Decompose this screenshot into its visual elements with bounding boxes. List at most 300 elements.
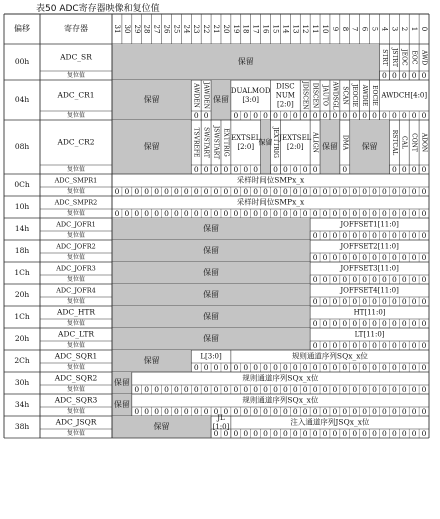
reset-bit-value: 0: [312, 253, 318, 262]
reset-bit-value: 0: [144, 187, 150, 196]
register-name-adc_sqr3: ADC_SQR3: [54, 395, 98, 405]
register-name-adc_sqr2: ADC_SQR2: [54, 373, 98, 383]
reset-value-label: 复位值: [66, 232, 86, 239]
reset-bit-value: 0: [411, 429, 417, 438]
reset-bit-value: 0: [401, 209, 407, 218]
reset-bit-value: 0: [382, 319, 387, 328]
register-name-adc_sr: ADC_SR: [60, 52, 92, 62]
reset-bit-value: 0: [263, 407, 268, 416]
reset-bit-value: 0: [213, 165, 219, 174]
reset-bit-value: 0: [213, 407, 219, 416]
reset-bit-value: 0: [372, 275, 377, 284]
reset-bit-value: 0: [114, 187, 120, 196]
reset-bit-value: 0: [292, 209, 298, 218]
field-adon: ADON: [420, 132, 428, 153]
reset-bit-value: 0: [372, 231, 377, 240]
reset-bit-value: 0: [312, 165, 318, 174]
reset-bit-value: 0: [382, 385, 387, 394]
reset-bit-value: 0: [273, 363, 278, 372]
reset-bit-value: 0: [243, 407, 249, 416]
reset-bit-value: 0: [253, 165, 259, 174]
reset-bit-value: 0: [342, 231, 348, 240]
reset-bit-value: 0: [372, 341, 377, 350]
reset-bit-value: 0: [352, 209, 358, 218]
field-eoc: EOC: [410, 50, 418, 65]
reset-bit-value: 0: [263, 429, 268, 438]
reset-bit-value: 0: [183, 187, 189, 196]
reset-bit-value: 0: [421, 111, 427, 120]
reserved-label: 保留: [237, 57, 254, 66]
reset-bit-value: 0: [421, 385, 427, 394]
field-label: [2:0]: [286, 143, 304, 151]
reset-bit-value: 0: [391, 297, 397, 306]
reset-bit-value: 0: [342, 385, 348, 394]
reset-bit-value: 0: [312, 111, 318, 120]
bit-number-10: 10: [320, 24, 329, 34]
reset-bit-value: 0: [332, 341, 338, 350]
reset-bit-value: 0: [421, 275, 427, 284]
reset-bit-value: 0: [292, 407, 298, 416]
reset-bit-value: 0: [312, 187, 318, 196]
reset-value-label: 复位值: [66, 430, 86, 437]
reset-value-label: 复位值: [66, 254, 86, 261]
reset-bit-value: 0: [174, 407, 179, 416]
reset-bit-value: 0: [362, 187, 367, 196]
reset-bit-value: 0: [362, 209, 367, 218]
bit-number-27: 27: [152, 24, 161, 34]
field-awden: AWDEN: [192, 83, 200, 108]
reset-bit-value: 0: [322, 111, 328, 120]
bit-number-30: 30: [122, 24, 131, 34]
reset-bit-value: 0: [372, 407, 377, 416]
reset-bit-value: 0: [233, 429, 239, 438]
reset-bit-value: 0: [134, 407, 140, 416]
reset-bit-value: 0: [203, 165, 209, 174]
register-name-adc_cr2: ADC_CR2: [57, 137, 95, 147]
register-offset: 34h: [14, 400, 30, 409]
reset-bit-value: 0: [223, 407, 229, 416]
reset-bit-value: 0: [243, 111, 249, 120]
reset-bit-value: 0: [362, 341, 367, 350]
bit-number-29: 29: [132, 24, 141, 34]
reset-bit-value: 0: [352, 275, 358, 284]
reset-bit-value: 0: [233, 111, 239, 120]
reset-bit-value: 0: [362, 429, 367, 438]
reserved-field: [258, 120, 273, 174]
bit-number-6: 6: [360, 26, 369, 32]
register-name-adc_jofr3: ADC_JOFR3: [56, 264, 96, 273]
reset-value-label: 复位值: [66, 166, 86, 173]
reset-bit-value: 0: [302, 165, 308, 174]
reset-bit-value: 0: [342, 319, 348, 328]
reset-bit-value: 0: [382, 71, 387, 80]
reset-bit-value: 0: [362, 275, 367, 284]
register-name-adc_ltr: ADC_LTR: [58, 329, 94, 339]
field-awdie: AWDIE: [361, 84, 369, 107]
bit-number-17: 17: [251, 24, 260, 34]
field-jexttrig: JEXTTRIG: [271, 127, 279, 158]
reset-bit-value: 0: [233, 385, 239, 394]
bit-number-21: 21: [212, 24, 221, 34]
reset-value-label: 复位值: [66, 72, 86, 79]
register-offset: 38h: [14, 422, 30, 431]
register-name-adc_smpr2: ADC_SMPR2: [54, 198, 98, 207]
reset-bit-value: 0: [382, 253, 387, 262]
register-offset: 08h: [14, 142, 30, 151]
reset-bit-value: 0: [154, 385, 159, 394]
reset-bit-value: 0: [391, 385, 397, 394]
reset-bit-value: 0: [273, 209, 278, 218]
reset-bit-value: 0: [411, 253, 417, 262]
reset-bit-value: 0: [352, 319, 358, 328]
reset-bit-value: 0: [421, 187, 427, 196]
reset-bit-value: 0: [282, 165, 288, 174]
field-jdiscen: JDISCEN: [301, 81, 309, 110]
reset-bit-value: 0: [411, 275, 417, 284]
reset-bit-value: 0: [362, 111, 367, 120]
reset-bit-value: 0: [411, 363, 417, 372]
reset-bit-value: 0: [391, 187, 397, 196]
reset-bit-value: 0: [213, 209, 219, 218]
reset-bit-value: 0: [312, 231, 318, 240]
reset-bit-value: 0: [342, 297, 348, 306]
reset-bit-value: 0: [263, 385, 268, 394]
reset-bit-value: 0: [292, 363, 298, 372]
reset-bit-value: 0: [193, 407, 199, 416]
reset-bit-value: 0: [322, 319, 328, 328]
field-label: DUALMOD: [230, 87, 271, 95]
reset-bit-value: 0: [273, 429, 278, 438]
reset-bit-value: 0: [362, 253, 367, 262]
reset-bit-value: 0: [401, 363, 407, 372]
reset-bit-value: 0: [421, 165, 427, 174]
reset-bit-value: 0: [243, 209, 249, 218]
field-label: HT[11:0]: [353, 308, 386, 317]
reset-bit-value: 0: [282, 209, 288, 218]
reset-bit-value: 0: [421, 231, 427, 240]
reset-bit-value: 0: [312, 341, 318, 350]
field-label: [1:0]: [212, 423, 230, 431]
reset-bit-value: 0: [401, 319, 407, 328]
reset-bit-value: 0: [401, 165, 407, 174]
reset-bit-value: 0: [193, 385, 199, 394]
reset-bit-value: 0: [193, 187, 199, 196]
reset-bit-value: 0: [411, 297, 417, 306]
reset-bit-value: 0: [154, 187, 159, 196]
reset-bit-value: 0: [342, 209, 348, 218]
reset-bit-value: 0: [362, 231, 367, 240]
register-name-adc_cr1: ADC_CR1: [57, 90, 95, 100]
reset-value-label: 复位值: [66, 320, 86, 327]
reset-bit-value: 0: [421, 341, 427, 350]
reset-bit-value: 0: [411, 341, 417, 350]
reset-value-label: 复位值: [66, 112, 86, 119]
register-name-adc_jsqr: ADC_JSQR: [55, 417, 97, 427]
reset-bit-value: 0: [134, 385, 140, 394]
field-rstcal: RSTCAL: [390, 129, 398, 156]
reset-bit-value: 0: [134, 209, 140, 218]
reset-bit-value: 0: [362, 407, 367, 416]
bit-number-31: 31: [112, 24, 121, 34]
register-name-adc_jofr1: ADC_JOFR1: [56, 220, 96, 229]
reset-bit-value: 0: [372, 111, 377, 120]
reset-bit-value: 0: [213, 385, 219, 394]
field-swstart: SWSTART: [202, 127, 210, 158]
reset-bit-value: 0: [233, 407, 239, 416]
reset-bit-value: 0: [174, 385, 179, 394]
field-label: [2:0]: [276, 100, 294, 109]
reset-bit-value: 0: [312, 319, 318, 328]
reset-bit-value: 0: [391, 71, 397, 80]
field-tsvrefe: TSVREFE: [192, 127, 200, 158]
reset-bit-value: 0: [352, 253, 358, 262]
register-name-adc_smpr1: ADC_SMPR1: [54, 176, 98, 185]
reset-bit-value: 0: [253, 363, 259, 372]
reset-bit-value: 0: [282, 363, 288, 372]
bit-number-7: 7: [350, 26, 359, 32]
bit-number-16: 16: [261, 24, 270, 34]
reserved-label: 保留: [203, 312, 220, 321]
reset-bit-value: 0: [382, 231, 387, 240]
reserved-label: 保留: [203, 268, 220, 277]
reset-bit-value: 0: [302, 209, 308, 218]
reset-bit-value: 0: [342, 187, 348, 196]
reset-bit-value: 0: [223, 187, 229, 196]
reset-bit-value: 0: [273, 165, 278, 174]
reset-bit-value: 0: [391, 275, 397, 284]
reset-bit-value: 0: [352, 111, 358, 120]
reserved-label: 保留: [203, 224, 220, 233]
reset-bit-value: 0: [273, 111, 278, 120]
reset-bit-value: 0: [253, 385, 259, 394]
reset-bit-value: 0: [352, 363, 358, 372]
reset-bit-value: 0: [401, 407, 407, 416]
reset-bit-value: 0: [372, 209, 377, 218]
bit-number-9: 9: [330, 26, 339, 32]
bit-number-28: 28: [142, 24, 151, 34]
reset-bit-value: 0: [382, 275, 387, 284]
reset-bit-value: 0: [411, 187, 417, 196]
reset-value-label: 复位值: [66, 364, 86, 371]
reset-bit-value: 0: [342, 407, 348, 416]
reset-bit-value: 0: [332, 187, 338, 196]
field-jauto: JAUTO: [321, 85, 329, 106]
register-offset: 20h: [14, 334, 30, 343]
reset-bit-value: 0: [382, 429, 387, 438]
reset-bit-value: 0: [382, 297, 387, 306]
register-offset: 2Ch: [14, 356, 30, 365]
register-name-adc_htr: ADC_HTR: [56, 307, 96, 317]
field-jswstart: JSWSTART: [212, 125, 220, 160]
reset-bit-value: 0: [391, 407, 397, 416]
field-scan: SCAN: [341, 86, 349, 105]
reset-bit-value: 0: [282, 407, 288, 416]
reserved-label: 保留: [113, 378, 130, 387]
reset-bit-value: 0: [193, 111, 199, 120]
reserved-label: 保留: [143, 142, 160, 151]
reset-bit-value: 0: [282, 429, 288, 438]
reset-bit-value: 0: [164, 187, 169, 196]
reset-bit-value: 0: [322, 187, 328, 196]
reset-bit-value: 0: [253, 209, 259, 218]
reset-bit-value: 0: [263, 363, 268, 372]
reset-bit-value: 0: [391, 253, 397, 262]
reset-bit-value: 0: [401, 231, 407, 240]
bit-number-14: 14: [281, 24, 290, 34]
bit-number-0: 0: [420, 26, 429, 32]
field-label: 采样时间位SMPx_x: [236, 197, 305, 207]
field-label: AWDCH[4:0]: [381, 91, 428, 100]
reset-bit-value: 0: [332, 209, 338, 218]
reset-bit-value: 0: [312, 297, 318, 306]
reset-bit-value: 0: [312, 429, 318, 438]
bit-number-12: 12: [301, 24, 310, 34]
reset-bit-value: 0: [243, 385, 249, 394]
reset-bit-value: 0: [382, 341, 387, 350]
register-name-adc_jofr4: ADC_JOFR4: [56, 286, 96, 295]
reset-bit-value: 0: [342, 341, 348, 350]
field-label: JEXTSEL: [279, 134, 312, 142]
reset-bit-value: 0: [164, 407, 169, 416]
reset-bit-value: 0: [183, 407, 189, 416]
register-offset: 14h: [14, 224, 30, 233]
reset-bit-value: 0: [312, 363, 318, 372]
reset-bit-value: 0: [332, 385, 338, 394]
reset-bit-value: 0: [302, 429, 308, 438]
reset-bit-value: 0: [322, 407, 328, 416]
reset-bit-value: 0: [312, 209, 318, 218]
reset-bit-value: 0: [243, 187, 249, 196]
reset-bit-value: 0: [421, 363, 427, 372]
reset-bit-value: 0: [342, 275, 348, 284]
reset-bit-value: 0: [213, 363, 219, 372]
reset-bit-value: 0: [391, 429, 397, 438]
field-label: [2:0]: [237, 143, 255, 151]
reset-bit-value: 0: [144, 407, 150, 416]
reset-value-label: 复位值: [66, 386, 86, 393]
reset-bit-value: 0: [332, 407, 338, 416]
reset-bit-value: 0: [352, 187, 358, 196]
reset-bit-value: 0: [282, 385, 288, 394]
reset-bit-value: 0: [332, 231, 338, 240]
bit-number-23: 23: [192, 24, 201, 34]
reset-bit-value: 0: [203, 363, 209, 372]
reset-bit-value: 0: [411, 385, 417, 394]
reserved-label: 保留: [203, 334, 220, 343]
reset-bit-value: 0: [411, 71, 417, 80]
reset-bit-value: 0: [322, 429, 328, 438]
field-eocie: EOCIE: [371, 85, 379, 106]
field-label: 采样时间位SMPx_x: [236, 175, 305, 185]
register-offset: 1Ch: [14, 312, 30, 321]
reset-bit-value: 0: [243, 165, 249, 174]
reset-bit-value: 0: [372, 253, 377, 262]
bit-number-18: 18: [241, 24, 250, 34]
bit-number-26: 26: [162, 24, 171, 34]
reset-bit-value: 0: [164, 385, 169, 394]
reset-bit-value: 0: [421, 297, 427, 306]
field-dma: DMA: [341, 134, 349, 151]
field-label: 规则通道序列SQx_x位: [291, 351, 368, 361]
reset-bit-value: 0: [352, 341, 358, 350]
reset-bit-value: 0: [342, 111, 348, 120]
bit-number-25: 25: [172, 24, 181, 34]
reset-bit-value: 0: [421, 319, 427, 328]
reset-bit-value: 0: [154, 209, 159, 218]
bit-number-4: 4: [380, 26, 389, 32]
reset-bit-value: 0: [183, 209, 189, 218]
bit-number-11: 11: [311, 24, 320, 34]
reset-bit-value: 0: [154, 407, 159, 416]
reset-bit-value: 0: [362, 297, 367, 306]
reset-value-label: 复位值: [66, 276, 86, 283]
reset-bit-value: 0: [233, 209, 239, 218]
reset-bit-value: 0: [411, 407, 417, 416]
reset-bit-value: 0: [401, 385, 407, 394]
field-label: DISC: [276, 82, 295, 91]
reset-bit-value: 0: [332, 275, 338, 284]
reset-bit-value: 0: [312, 407, 318, 416]
reset-bit-value: 0: [352, 231, 358, 240]
register-offset: 1Ch: [14, 268, 30, 277]
reset-bit-value: 0: [352, 429, 358, 438]
reset-bit-value: 0: [282, 187, 288, 196]
reset-bit-value: 0: [174, 209, 179, 218]
field-label: 规则通道序列SQx_x位: [242, 373, 319, 383]
reset-bit-value: 0: [273, 385, 278, 394]
reset-bit-value: 0: [401, 253, 407, 262]
reset-bit-value: 0: [263, 209, 268, 218]
field-cont: CONT: [410, 133, 418, 152]
reset-bit-value: 0: [273, 187, 278, 196]
reset-bit-value: 0: [223, 165, 229, 174]
field-label: NUM: [275, 91, 295, 100]
bit-number-19: 19: [231, 24, 240, 34]
reset-bit-value: 0: [332, 297, 338, 306]
bit-number-22: 22: [202, 24, 211, 34]
reset-bit-value: 0: [401, 275, 407, 284]
reset-bit-value: 0: [332, 253, 338, 262]
field-label: 注入通道序列JSQx_x位: [290, 417, 370, 427]
reset-bit-value: 0: [342, 429, 348, 438]
offset-header: 偏移: [14, 24, 30, 33]
reset-bit-value: 0: [193, 165, 199, 174]
reset-bit-value: 0: [421, 429, 427, 438]
reset-bit-value: 0: [421, 209, 427, 218]
reset-bit-value: 0: [352, 297, 358, 306]
reset-bit-value: 0: [382, 187, 387, 196]
register-offset: 0Ch: [14, 180, 30, 189]
reset-bit-value: 0: [342, 363, 348, 372]
reserved-label: 保留: [212, 95, 229, 104]
reset-bit-value: 0: [203, 407, 209, 416]
field-label: JOFFSET3[11:0]: [340, 264, 399, 273]
reset-bit-value: 0: [372, 429, 377, 438]
reset-bit-value: 0: [292, 165, 298, 174]
reset-bit-value: 0: [391, 319, 397, 328]
reset-bit-value: 0: [124, 209, 130, 218]
reset-bit-value: 0: [391, 111, 397, 120]
reset-bit-value: 0: [302, 363, 308, 372]
reset-bit-value: 0: [263, 111, 268, 120]
bit-number-3: 3: [390, 26, 399, 32]
reset-bit-value: 0: [144, 385, 150, 394]
reset-bit-value: 0: [203, 187, 209, 196]
reset-bit-value: 0: [302, 385, 308, 394]
field-align: ALIGN: [311, 132, 319, 153]
reset-bit-value: 0: [382, 111, 387, 120]
reset-bit-value: 0: [372, 187, 377, 196]
